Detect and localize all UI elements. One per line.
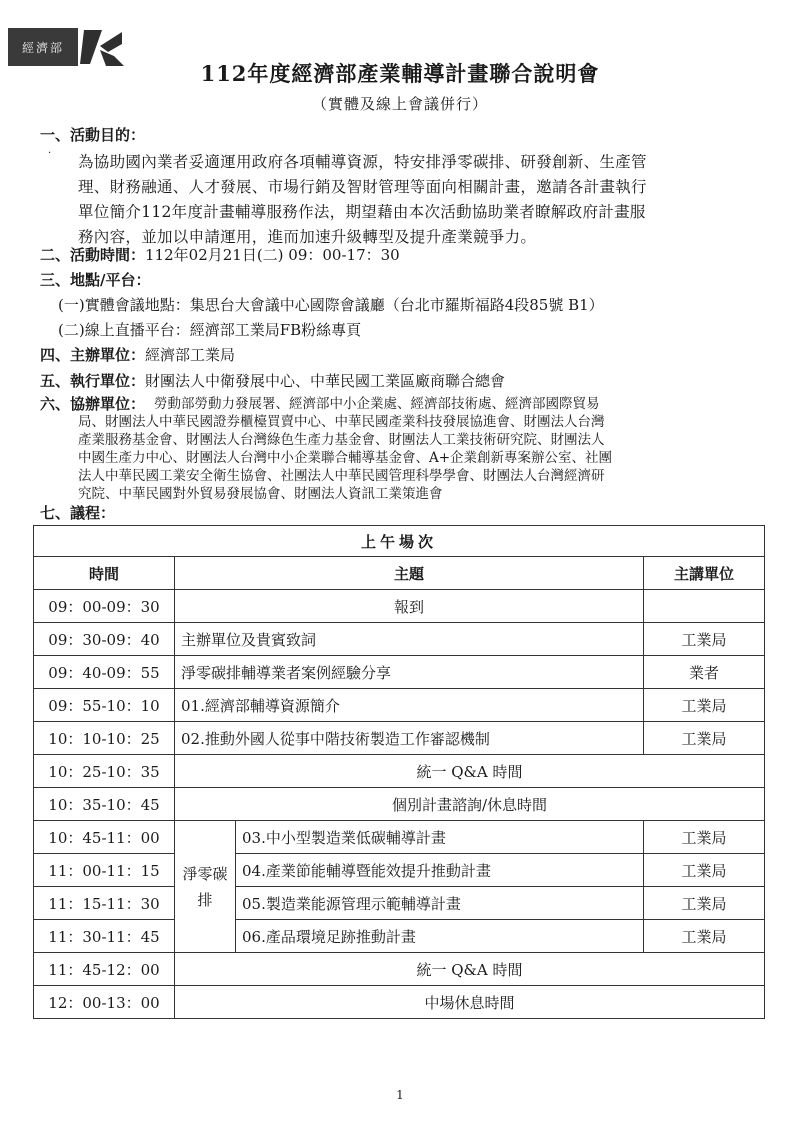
table-row <box>34 656 765 689</box>
row-time: 09：00-09：30 <box>34 590 175 623</box>
table-row <box>34 788 765 821</box>
row-unit: 工業局 <box>644 854 765 887</box>
session-header-row <box>34 526 765 557</box>
header-time: 時間 <box>34 557 175 590</box>
row-unit: 工業局 <box>644 920 765 953</box>
section-purpose-heading <box>40 124 145 146</box>
row-topic: 05.製造業能源管理示範輔導計畫 <box>236 887 644 920</box>
coorganizer-line: 究院、中華民國對外貿易發展協會、財團法人資訊工業策進會 <box>78 486 443 502</box>
session-title: 上午場次 <box>34 526 765 557</box>
executor-value: 財團法人中衛發展中心、中華民國工業區廠商聯合總會 <box>145 372 506 390</box>
row-unit: 工業局 <box>644 623 765 656</box>
page-subtitle: （實體及線上會議併行） <box>311 95 488 113</box>
row-topic: 統一 Q&A 時間 <box>175 755 765 788</box>
section-venue-heading <box>40 269 150 291</box>
purpose-paragraph <box>78 150 768 250</box>
table-row <box>34 821 765 854</box>
table-row <box>34 854 765 887</box>
coorganizer-list <box>78 395 768 503</box>
agenda-label: 七、議程： <box>40 504 116 522</box>
row-topic: 03.中小型製造業低碳輔導計畫 <box>236 821 644 854</box>
venue-physical: (一)實體會議地點：集思台大會議中心國際會議廳（台北市羅斯福路4段85號 B1） <box>58 296 604 314</box>
row-time: 10：10-10：25 <box>34 722 175 755</box>
row-time: 12：00-13：00 <box>34 986 175 1019</box>
row-unit: 工業局 <box>644 722 765 755</box>
host-value: 經濟部工業局 <box>145 346 236 364</box>
row-unit: 工業局 <box>644 689 765 722</box>
executor-label: 五、執行單位： <box>40 372 146 390</box>
purpose-line: 單位簡介112年度計畫輔導服務作法，期望藉由本次活動協助業者瞭解政府計畫服 <box>78 203 646 221</box>
row-topic: 01.經濟部輔導資源簡介 <box>175 689 644 722</box>
row-time: 10：45-11：00 <box>34 821 175 854</box>
table-row <box>34 755 765 788</box>
row-unit: 業者 <box>644 656 765 689</box>
time-value: 112年02月21日(二) 09：00-17：30 <box>145 246 400 264</box>
bullet-mark: · <box>48 148 52 159</box>
coorganizer-label: 六、協辦單位： <box>40 395 146 413</box>
row-time: 09：40-09：55 <box>34 656 175 689</box>
purpose-line: 務內容，並加以申請運用，進而加速升級轉型及提升產業競爭力。 <box>78 228 537 246</box>
time-label: 二、活動時間： <box>40 246 146 264</box>
section-host <box>40 344 235 366</box>
row-topic: 淨零碳排輔導業者案例經驗分享 <box>175 656 644 689</box>
row-time: 11：30-11：45 <box>34 920 175 953</box>
venue-label: 三、地點/平台： <box>40 271 151 289</box>
agenda-table <box>33 525 765 1019</box>
table-row <box>34 590 765 623</box>
header-topic: 主題 <box>175 557 644 590</box>
purpose-label: 一、活動目的： <box>40 126 146 144</box>
row-time: 09：55-10：10 <box>34 689 175 722</box>
table-row <box>34 920 765 953</box>
row-time: 10：35-10：45 <box>34 788 175 821</box>
purpose-line: 理、財務融通、人才發展、市場行銷及智財管理等面向相關計畫，邀請各計畫執行 <box>78 178 647 196</box>
table-row <box>34 623 765 656</box>
page-number: 1 <box>396 1088 404 1102</box>
section-executor <box>40 370 505 392</box>
row-unit: 工業局 <box>644 887 765 920</box>
row-topic: 統一 Q&A 時間 <box>175 953 765 986</box>
group-label-net-zero: 淨零碳排 <box>175 821 236 953</box>
host-label: 四、主辦單位： <box>40 346 146 364</box>
table-row <box>34 722 765 755</box>
row-unit <box>644 590 765 623</box>
header-unit: 主講單位 <box>644 557 765 590</box>
purpose-line: 為協助國內業者妥適運用政府各項輔導資源，特安排淨零碳排、研發創新、生產管 <box>78 153 647 171</box>
row-topic: 個別計畫諮詢/休息時間 <box>175 788 765 821</box>
row-time: 09：30-09：40 <box>34 623 175 656</box>
row-time: 10：25-10：35 <box>34 755 175 788</box>
coorganizer-line: 勞動部勞動力發展署、經濟部中小企業處、經濟部技術處、經濟部國際貿易 <box>154 396 600 412</box>
row-time: 11：00-11：15 <box>34 854 175 887</box>
row-topic: 02.推動外國人從事中階技術製造工作審認機制 <box>175 722 644 755</box>
table-row <box>34 986 765 1019</box>
table-row <box>34 689 765 722</box>
table-row <box>34 953 765 986</box>
coorganizer-line: 局、財團法人中華民國證券櫃檯買賣中心、中華民國產業科技發展協進會、財團法人台灣 <box>78 414 605 430</box>
row-topic: 報到 <box>175 590 644 623</box>
coorganizer-line: 法人中華民國工業安全衛生協會、社團法人中華民國管理科學學會、財團法人台灣經濟研 <box>78 468 605 484</box>
coorganizer-line: 中國生產力中心、財團法人台灣中小企業聯合輔導基金會、A+企業創新專案辦公室、社團 <box>78 450 613 466</box>
row-topic: 中場休息時間 <box>175 986 765 1019</box>
row-topic: 06.產品環境足跡推動計畫 <box>236 920 644 953</box>
row-topic: 主辦單位及貴賓致詞 <box>175 623 644 656</box>
coorganizer-line: 產業服務基金會、財團法人台灣綠色生產力基金會、財團法人工業技術研究院、財團法人 <box>78 432 605 448</box>
logo-text: 經濟部 <box>21 40 64 55</box>
column-header-row <box>34 557 765 590</box>
table-row <box>34 887 765 920</box>
section-time <box>40 244 400 266</box>
row-unit: 工業局 <box>644 821 765 854</box>
row-time: 11：15-11：30 <box>34 887 175 920</box>
section-agenda-heading <box>40 502 115 524</box>
page-title: 112年度經濟部產業輔導計畫聯合說明會 <box>200 61 600 86</box>
venue-online: (二)線上直播平台：經濟部工業局FB粉絲專頁 <box>58 321 362 339</box>
row-topic: 04.產業節能輔導暨能效提升推動計畫 <box>236 854 644 887</box>
row-time: 11：45-12：00 <box>34 953 175 986</box>
